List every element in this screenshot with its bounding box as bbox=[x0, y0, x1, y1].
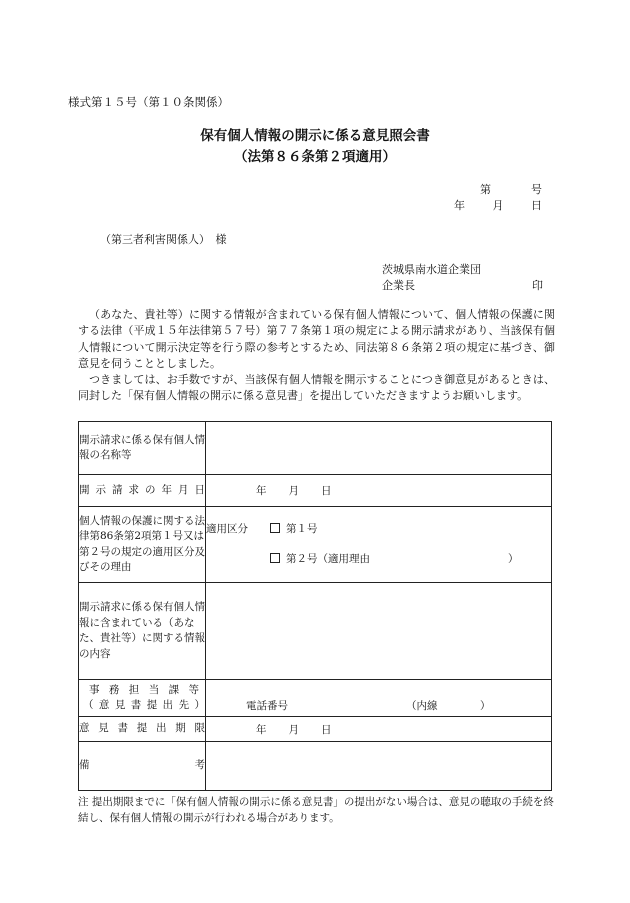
row-label-info-name: 開示請求に係る保有個人情報の名称等 bbox=[79, 422, 206, 475]
row-value-deadline[interactable] bbox=[206, 717, 552, 742]
table-row bbox=[79, 583, 552, 680]
document-number bbox=[480, 181, 542, 197]
department-label-line-1: 事務担当課等 bbox=[89, 683, 199, 696]
phone-label: 電話番号 bbox=[246, 700, 288, 712]
category-option-1-label: 第１号 bbox=[286, 522, 318, 535]
extension-close: ） bbox=[480, 700, 491, 712]
table-row bbox=[79, 475, 552, 507]
row-value-applicable-category bbox=[206, 507, 552, 583]
remarks-label-right: 考 bbox=[194, 759, 205, 772]
remarks-label-left: 備 bbox=[79, 759, 90, 772]
row-label-deadline: 意見書提出期限 bbox=[79, 717, 206, 742]
document-number-suffix: 号 bbox=[531, 183, 542, 196]
category-option-2-label: 第２号（適用理由 bbox=[286, 552, 370, 565]
issue-date bbox=[454, 197, 542, 213]
row-label-department bbox=[79, 680, 206, 717]
document-title: 保有個人情報の開示に係る意見照会書 bbox=[200, 128, 430, 144]
request-date-year: 年 bbox=[256, 485, 267, 497]
footnote: 注 提出期限までに「保有個人情報の開示に係る意見書」の提出がない場合は、意見の聴取の手続を終結し、保有個人情報の開示が行われる場合があります。 bbox=[78, 796, 554, 824]
table-row bbox=[79, 507, 552, 583]
seal-mark: 印 bbox=[532, 279, 543, 292]
deadline-month: 月 bbox=[288, 723, 299, 736]
table-row bbox=[79, 422, 552, 475]
table-row bbox=[79, 742, 552, 791]
checkbox-icon[interactable] bbox=[270, 553, 280, 563]
inquiry-form-table bbox=[78, 421, 552, 791]
checkbox-icon[interactable] bbox=[270, 523, 280, 533]
sender-organization: 茨城県南水道企業団 bbox=[382, 263, 481, 276]
row-label-info-content: 開示請求に係る保有個人情報に含まれている（あなた、貴社等）に関する情報の内容 bbox=[79, 583, 206, 680]
row-label-applicable-category: 個人情報の保護に関する法律第86条第2項第１号又は第２号の規定の適用区分及びその理由 bbox=[79, 507, 206, 583]
row-label-request-date: 開示請求の年月日 bbox=[79, 475, 206, 507]
recipient: （第三者利害関係人） 様 bbox=[100, 233, 227, 246]
row-label-remarks bbox=[79, 742, 206, 791]
request-date-month: 月 bbox=[288, 485, 299, 497]
sender-head: 企業長 bbox=[382, 279, 415, 292]
body-paragraph-1: （あなた、貴社等）に関する情報が含まれている保有個人情報について、個人情報の保護に関する法律（平成１５年法律第５７号）第７７条第１項の規定による開示請求があり、当該保有個人情報について開示決定等を行う際の参考とするため、同法第８６条第２項の規定に基づき、御意見を伺うこととしました。 bbox=[78, 308, 555, 370]
table-row bbox=[79, 680, 552, 717]
deadline-day: 日 bbox=[321, 723, 332, 736]
row-value-info-content[interactable] bbox=[206, 583, 552, 680]
row-value-request-date[interactable] bbox=[206, 475, 552, 507]
issue-date-year: 年 bbox=[454, 199, 465, 212]
request-date-day: 日 bbox=[321, 485, 332, 497]
issue-date-day: 日 bbox=[531, 199, 542, 212]
issue-date-month: 月 bbox=[492, 199, 504, 212]
row-value-info-name[interactable] bbox=[206, 422, 552, 475]
table-row bbox=[79, 717, 552, 742]
row-value-department[interactable] bbox=[206, 680, 552, 717]
category-label: 適用区分 bbox=[206, 522, 248, 535]
category-option-2-close: ） bbox=[508, 552, 519, 565]
extension-label: （内線 bbox=[406, 700, 438, 712]
department-label-line-2: （意見書提出先） bbox=[83, 699, 205, 711]
form-number: 様式第１５号（第１０条関係） bbox=[68, 95, 229, 109]
row-value-remarks[interactable] bbox=[206, 742, 552, 791]
document-number-prefix: 第 bbox=[480, 183, 491, 196]
category-option-2[interactable] bbox=[270, 551, 370, 566]
body-paragraph-2: つきましては、お手数ですが、当該保有個人情報を開示することにつき御意見があるときは、同封した「保有個人情報の開示に係る意見書」を提出していただきますようお願いします。 bbox=[78, 373, 555, 403]
document-subtitle: （法第８６条第２項適用） bbox=[234, 149, 396, 165]
deadline-year: 年 bbox=[256, 723, 267, 736]
category-option-1[interactable] bbox=[270, 521, 318, 536]
